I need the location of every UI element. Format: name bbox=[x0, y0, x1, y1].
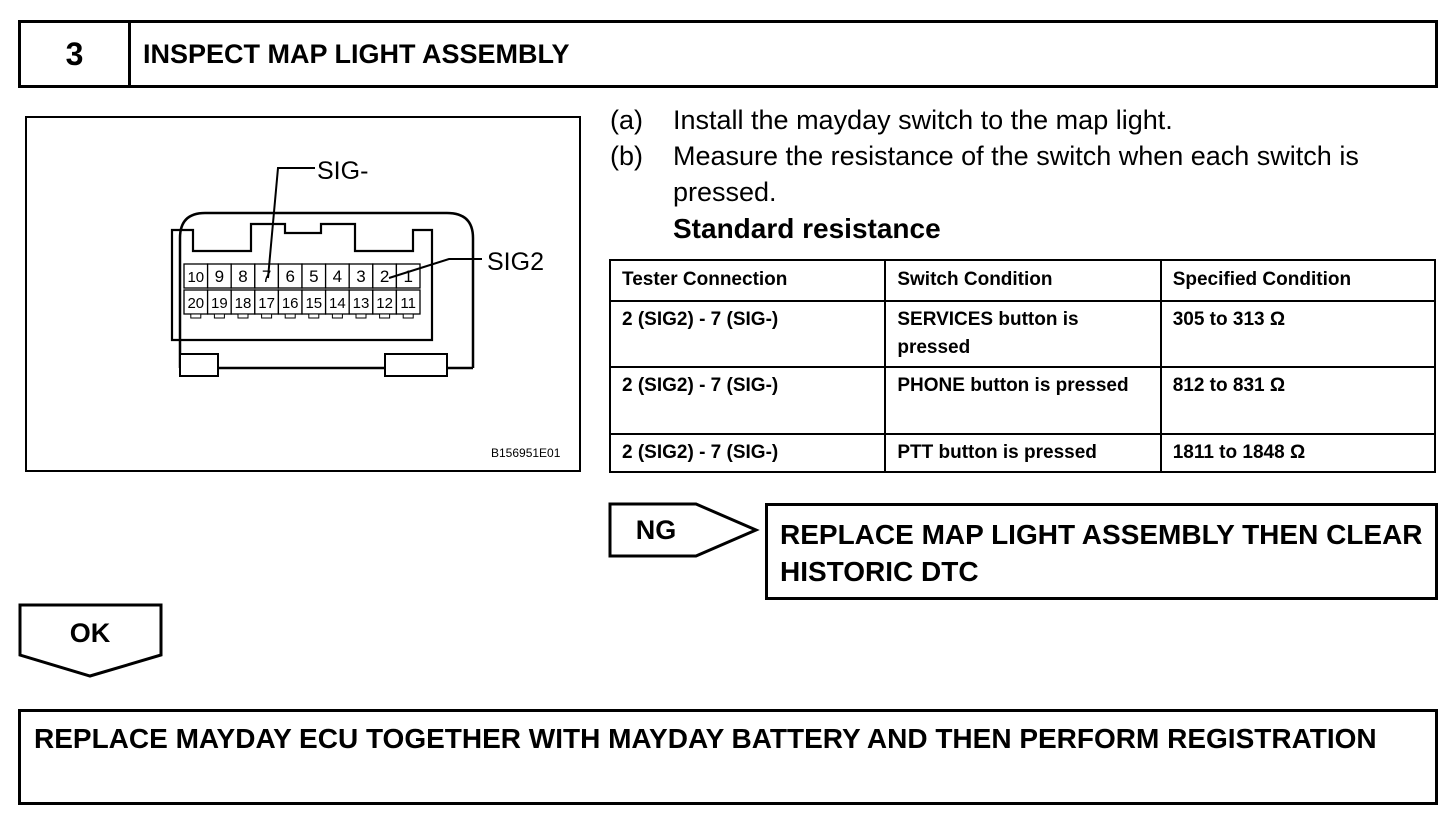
ok-label: OK bbox=[69, 618, 111, 648]
pin-tab bbox=[262, 314, 272, 318]
ng-arrow bbox=[608, 500, 764, 562]
ng-arrow-shape bbox=[610, 504, 756, 556]
instruction-a-text: Install the mayday switch to the map light. bbox=[673, 105, 1173, 135]
pin-number: 14 bbox=[329, 295, 346, 312]
table-header-row bbox=[610, 260, 1435, 301]
pin-number: 17 bbox=[258, 295, 275, 312]
ng-result-box bbox=[765, 503, 1438, 600]
pin-number: 7 bbox=[261, 267, 272, 286]
pin-number: 20 bbox=[187, 295, 205, 312]
pin-number: 5 bbox=[309, 267, 319, 286]
figure-id: B156951E01 bbox=[491, 446, 561, 460]
pin-number: 3 bbox=[356, 267, 366, 286]
pin-grid bbox=[184, 264, 420, 318]
header-tester-connection: Tester Connection bbox=[610, 260, 885, 301]
pin-number: 8 bbox=[238, 267, 248, 286]
pin-tab bbox=[285, 314, 295, 318]
pin-tab bbox=[356, 314, 366, 318]
step-header bbox=[18, 20, 1438, 88]
cell-specified-condition: 812 to 831 Ω bbox=[1161, 367, 1435, 434]
pin-number: 6 bbox=[285, 267, 295, 286]
cell-tester-connection: 2 (SIG2) - 7 (SIG-) bbox=[610, 367, 885, 434]
pin-number: 18 bbox=[234, 295, 252, 312]
pin-number: 16 bbox=[281, 295, 299, 312]
sig2-label: SIG2 bbox=[487, 248, 544, 276]
header-specified-condition: Specified Condition bbox=[1161, 260, 1435, 301]
table-row bbox=[610, 367, 1435, 434]
connector-figure bbox=[25, 116, 581, 472]
pin-tab bbox=[380, 314, 390, 318]
pin-tab bbox=[214, 314, 224, 318]
pin-number: 4 bbox=[332, 267, 343, 286]
ng-result-text: REPLACE MAP LIGHT ASSEMBLY THEN CLEAR HISTORIC DTC bbox=[780, 519, 1423, 587]
cell-switch-condition: SERVICES button is pressed bbox=[885, 301, 1160, 367]
ok-arrow bbox=[18, 603, 164, 679]
spec-table bbox=[609, 259, 1436, 473]
pin-number: 19 bbox=[211, 295, 228, 312]
pin-number: 2 bbox=[379, 267, 390, 286]
header-switch-condition: Switch Condition bbox=[885, 260, 1160, 301]
cell-specified-condition: 305 to 313 Ω bbox=[1161, 301, 1435, 367]
instruction-b-text: Measure the resistance of the switch when each switch is pressed. bbox=[673, 141, 1359, 207]
final-action-box bbox=[18, 709, 1438, 805]
cell-switch-condition: PTT button is pressed bbox=[885, 434, 1160, 472]
table-row bbox=[610, 434, 1435, 472]
cell-tester-connection: 2 (SIG2) - 7 (SIG-) bbox=[610, 434, 885, 472]
table-row bbox=[610, 301, 1435, 367]
sig-minus-label: SIG- bbox=[317, 157, 369, 185]
pin-tab bbox=[238, 314, 248, 318]
pin-tab bbox=[309, 314, 319, 318]
connector-foot-left bbox=[180, 354, 218, 376]
pin-number: 1 bbox=[403, 267, 413, 286]
step-title: INSPECT MAP LIGHT ASSEMBLY bbox=[143, 38, 570, 69]
pin-number: 9 bbox=[214, 267, 225, 286]
instruction-b-letter: (b) bbox=[610, 141, 643, 171]
step-number: 3 bbox=[21, 23, 131, 85]
pin-tab bbox=[332, 314, 342, 318]
pin-number: 13 bbox=[352, 295, 370, 312]
cell-specified-condition: 1811 to 1848 Ω bbox=[1161, 434, 1435, 472]
pin-number: 15 bbox=[305, 295, 323, 312]
cell-switch-condition: PHONE button is pressed bbox=[885, 367, 1160, 434]
pin-tab bbox=[191, 314, 201, 318]
connector-foot-right bbox=[385, 354, 447, 376]
connector-diagram bbox=[27, 118, 583, 474]
final-action-text: REPLACE MAYDAY ECU TOGETHER WITH MAYDAY BATTERY AND THEN PERFORM REGISTRATION bbox=[34, 723, 1377, 754]
pin-number: 12 bbox=[376, 295, 393, 312]
ng-label: NG bbox=[635, 515, 677, 545]
cell-tester-connection: 2 (SIG2) - 7 (SIG-) bbox=[610, 301, 885, 367]
standard-heading: Standard resistance bbox=[673, 213, 941, 244]
pin-tab bbox=[403, 314, 413, 318]
pin-number: 10 bbox=[187, 269, 205, 286]
pin-number: 11 bbox=[400, 295, 416, 312]
instruction-a-letter: (a) bbox=[610, 105, 643, 135]
